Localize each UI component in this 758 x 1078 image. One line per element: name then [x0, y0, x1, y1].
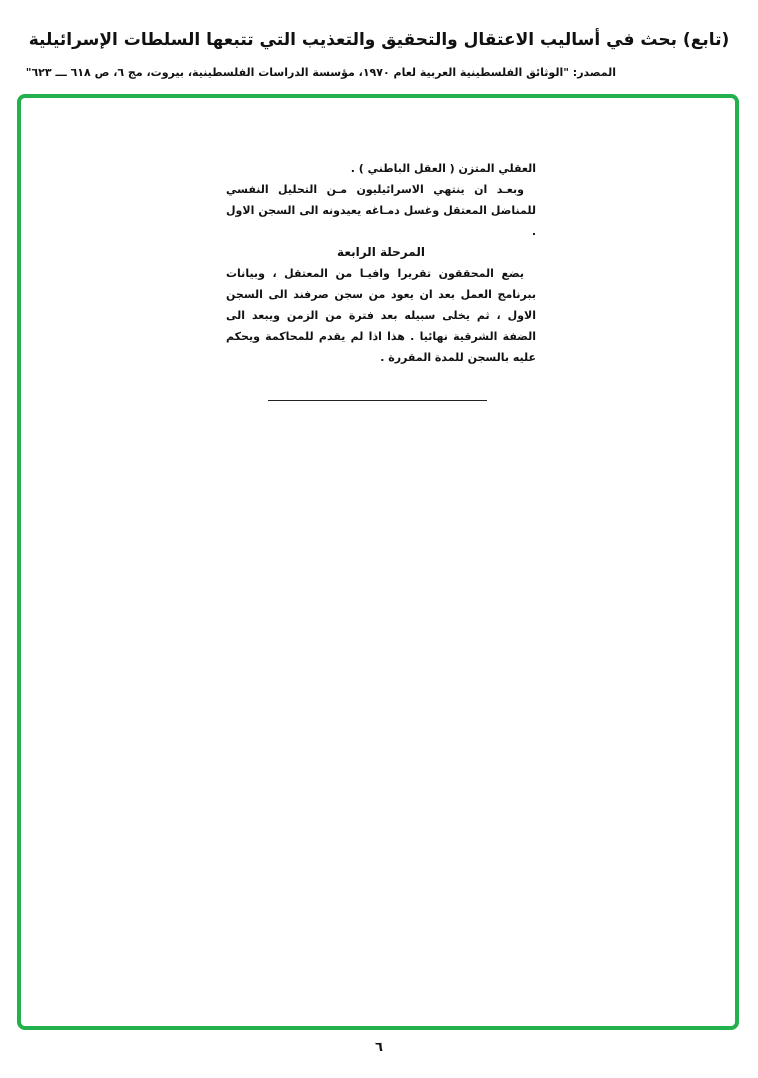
page-title: (تابع) بحث في أساليب الاعتقال والتحقيق والتعذيب التي تتبعها السلطات الإسرائيلية — [28, 30, 730, 50]
paragraph-2: يضع المحققون تقريرا وافيـا من المعتقل ، وبيانات ببرنامج العمل بعد ان يعود من سجن صرفند الى السجن الاول ، ثم يخلى سبيله بعد فترة من الزمن ويبعد الى الضفة الشرقية نهائيا . هذا اذا لم يقدم للمحاكمة ويحكم عليه بالسجن للمدة المقررة . — [226, 267, 536, 364]
paragraph-1: وبعـد ان ينتهي الاسرائيليون مـن التحليل النفسي للمناضل المعتقل وغسل دمـاغه يعيدونه الى السجن الاول . — [226, 183, 536, 238]
end-divider — [268, 400, 487, 401]
article-body — [226, 158, 536, 368]
opening-line: العقلي المتزن ( العقل الباطني ) . — [350, 162, 536, 175]
page-number: ٦ — [375, 1040, 383, 1055]
section-heading: المرحلة الرابعة — [337, 245, 425, 259]
source-citation: المصدر: "الوثائق الفلسطينية العربية لعام ١٩٧٠، مؤسسة الدراسات الفلسطينية، بيروت، مج ٦، ص ٦١٨ ـــ ٦٢٣" — [25, 66, 616, 79]
